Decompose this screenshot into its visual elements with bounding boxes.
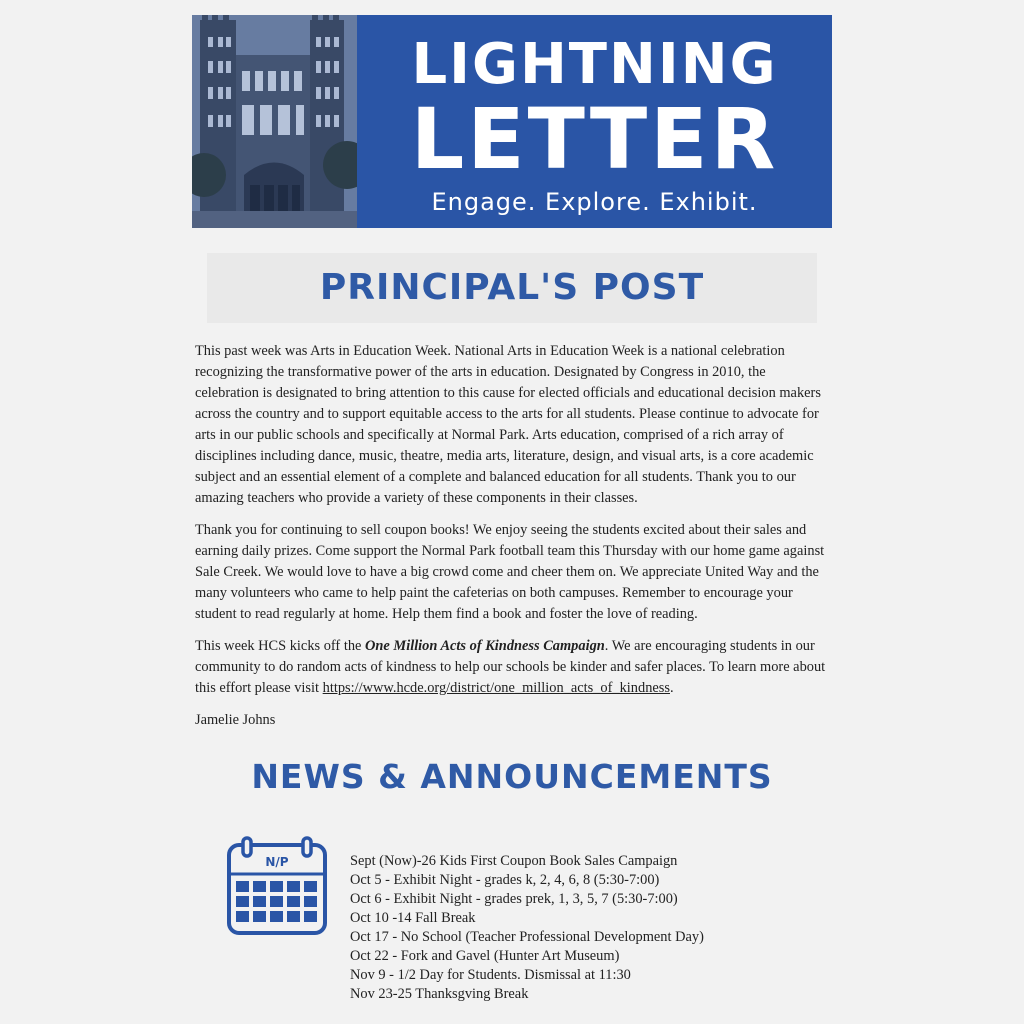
paragraph-3-intro: This week HCS kicks off the <box>195 638 366 654</box>
letter-paragraph-3 <box>195 636 832 699</box>
event-item: Oct 5 - Exhibit Night - grades k, 2, 4, 6, 8 (5:30-7:00) <box>350 872 660 888</box>
event-item: Sept (Now)-26 Kids First Coupon Book Sales Campaign <box>350 853 678 869</box>
principal-section-header <box>207 253 817 323</box>
header-banner <box>192 15 832 228</box>
banner-title-line1: LIGHTNING <box>411 32 778 97</box>
principal-letter <box>195 341 832 742</box>
banner-title-block <box>357 15 832 228</box>
event-item: Oct 22 - Fork and Gavel (Hunter Art Museum) <box>350 948 620 964</box>
banner-tagline: Engage. Explore. Exhibit. <box>431 188 758 216</box>
event-item: Nov 9 - 1/2 Day for Students. Dismissal at 11:30 <box>350 967 631 983</box>
news-section-title: NEWS & ANNOUNCEMENTS <box>251 757 773 796</box>
event-item: Oct 6 - Exhibit Night - grades prek, 1, 3, 5, 7 (5:30-7:00) <box>350 891 678 907</box>
events-list <box>350 852 830 1004</box>
letter-paragraph-2: Thank you for continuing to sell coupon books! We enjoy seeing the students excited about their sales and earning daily prizes. Come support the Normal Park football team this Thursday with our home game against Sale Creek. We would love to have a big crowd come and cheer them on. We appreciate United Way and the many volunteers who came to help paint the cafeterias on both campuses. Remember to encourage your student to read regularly at home. Help them find a book and foster the love of reading. <box>195 522 825 622</box>
event-item: Oct 17 - No School (Teacher Professional Development Day) <box>350 929 704 945</box>
school-building-photo <box>192 15 357 228</box>
banner-title-line2: LETTER <box>410 90 779 188</box>
letter-paragraph-1: This past week was Arts in Education Week. National Arts in Education Week is a national celebration recognizing the transformative power of the arts in education. Designated by Congress in 2010, the celebration is designated to bring attention to this cause for elected officials and educational decision makers across the country and to support equitable access to the arts for all students. Please continue to advocate for arts in our public schools and specifically at Normal Park. Arts education, comprised of a rich array of disciplines including dance, music, theatre, media arts, literature, design, and visual arts, is a core academic subject and an essential element of a complete and balanced education for all students. Thank you to our amazing teachers who provide a variety of these components in their classes. <box>195 343 821 506</box>
event-item: Oct 10 -14 Fall Break <box>350 910 476 926</box>
kindness-campaign-name: One Million Acts of Kindness Campaign <box>365 638 605 654</box>
principal-section-title: PRINCIPAL'S POST <box>319 267 705 308</box>
paragraph-3-middle: . We are encouraging students in our community to do random acts of kindness to help our schools be kinder and safer places. To learn more about this effort please visit <box>195 638 826 696</box>
calendar-label: N/P <box>265 855 289 869</box>
paragraph-3-end: . <box>669 680 674 696</box>
kindness-campaign-link[interactable]: https://www.hcde.org/district/one_million_acts_of_kindness <box>322 680 670 696</box>
principal-signature: Jamelie Johns <box>195 712 276 728</box>
event-item: Nov 23-25 Thanksgving Break <box>350 986 529 1002</box>
calendar-icon <box>226 836 328 936</box>
